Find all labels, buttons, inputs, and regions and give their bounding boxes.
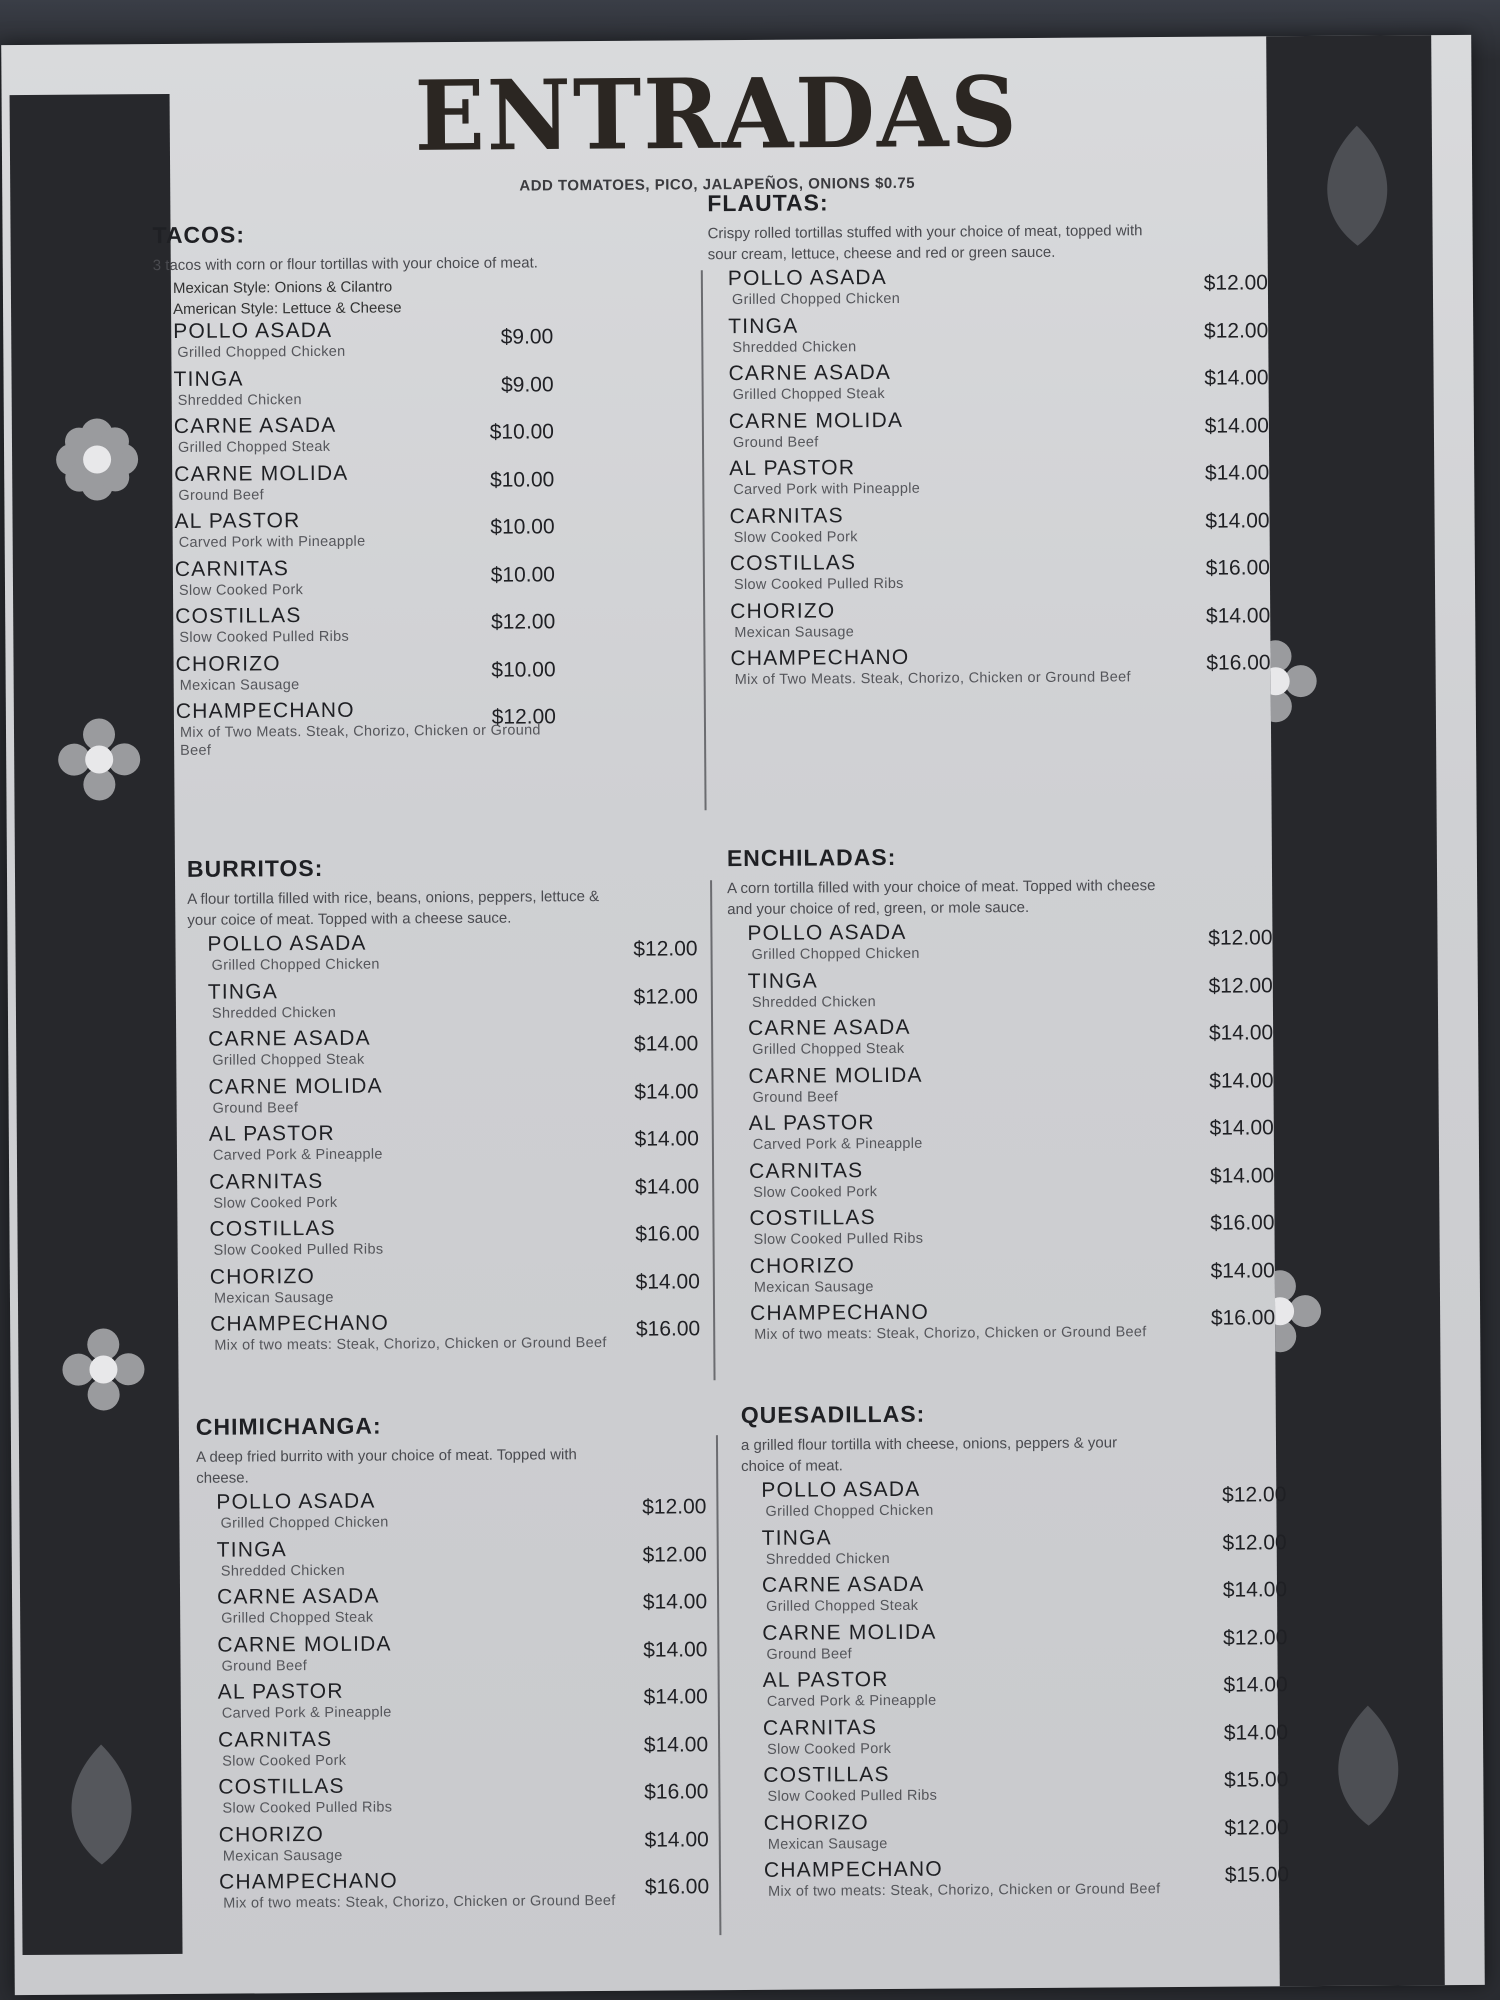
item-price: $16.00 (1205, 556, 1270, 580)
item-name: CARNE MOLIDA (748, 1063, 923, 1088)
item-name: CARNE MOLIDA (174, 461, 349, 486)
item-name: CHORIZO (730, 598, 836, 623)
section-description: A deep fried burrito with your choice of meat. Topped with cheese. (196, 1446, 577, 1487)
section-title: CHIMICHANGA: (195, 1412, 382, 1440)
menu-item (729, 1156, 1274, 1207)
item-description: Shredded Chicken (732, 338, 857, 356)
item-description: Slow Cooked Pork (213, 1194, 338, 1212)
item-price: $14.00 (1205, 603, 1271, 628)
menu-item (197, 1630, 707, 1681)
item-description: Slow Cooked Pulled Ribs (222, 1799, 393, 1817)
item-name: COSTILLAS (749, 1206, 876, 1230)
item-price: $14.00 (633, 1032, 699, 1056)
item-name: CHORIZO (763, 1810, 869, 1835)
item-name: AL PASTOR (762, 1668, 889, 1692)
menu-item (729, 1203, 1274, 1254)
item-description: Slow Cooked Pulled Ribs (733, 575, 904, 594)
item-description: Slow Cooked Pork (733, 528, 858, 546)
right-floral-border (1266, 35, 1445, 1986)
menu-sheet (1, 35, 1485, 1995)
section-description: 3 tacos with corn or flour tortillas with your choice of meat. (152, 254, 538, 275)
item-price: $16.00 (635, 1222, 700, 1246)
item-description: Ground Beef (212, 1099, 299, 1117)
item-price: $10.00 (491, 657, 556, 682)
menu-item (197, 1535, 707, 1586)
menu-item (155, 602, 555, 652)
item-description: Grilled Chopped Chicken (220, 1514, 389, 1532)
tacos-section (152, 219, 556, 759)
item-price: $14.00 (1208, 1021, 1274, 1045)
menu-item (197, 1582, 707, 1633)
item-name: CHAMPECHANO (730, 645, 910, 671)
menu-items (196, 1487, 709, 1918)
item-description: Mix of Two Meats. Steak, Chorizo, Chicken or Ground Beef (179, 722, 541, 759)
item-price: $16.00 (1206, 651, 1271, 675)
item-description: Carved Pork with Pineapple (733, 480, 921, 499)
item-price: $14.00 (642, 1590, 708, 1614)
menu-item (742, 1570, 1287, 1621)
item-price: $14.00 (1209, 1163, 1275, 1188)
menu-item (190, 1262, 700, 1313)
item-description: Mexican Sausage (734, 623, 855, 641)
menu-item (153, 317, 553, 367)
item-description: Slow Cooked Pork (767, 1740, 892, 1758)
item-price: $12.00 (1203, 318, 1269, 343)
item-name: CARNE ASADA (761, 1572, 925, 1597)
menu-items (727, 918, 1275, 1349)
menu-item (710, 596, 1270, 647)
item-price: $16.00 (635, 1317, 701, 1341)
item-description: Slow Cooked Pulled Ribs (179, 628, 350, 646)
item-price: $14.00 (643, 1637, 708, 1662)
menu-item (710, 548, 1270, 599)
item-name: COSTILLAS (209, 1216, 336, 1241)
item-description: Mix of two meats: Steak, Chorizo, Chicken or Ground Beef (223, 1892, 616, 1912)
menu-item (153, 365, 553, 415)
item-description: Ground Beef (766, 1645, 853, 1663)
item-name: CARNITAS (217, 1727, 333, 1752)
item-name: COSTILLAS (218, 1774, 345, 1799)
item-price: $14.00 (1209, 1068, 1274, 1093)
item-name: CHORIZO (175, 651, 281, 676)
menu-item (742, 1523, 1287, 1574)
item-price: $15.00 (1224, 1863, 1290, 1887)
menu-item (743, 1713, 1288, 1764)
item-name: COSTILLAS (763, 1762, 890, 1787)
item-price: $14.00 (1209, 1116, 1274, 1140)
menu-item (199, 1867, 709, 1918)
item-name: CARNE MOLIDA (762, 1620, 937, 1645)
item-description: Grilled Chopped Chicken (177, 343, 346, 361)
menu-item (741, 1475, 1286, 1526)
menu-item (742, 1618, 1287, 1669)
item-price: $14.00 (634, 1127, 699, 1151)
section-description: a grilled flour tortilla with cheese, onions, peppers & your choice of meat. (740, 1434, 1118, 1476)
item-description: Shredded Chicken (751, 993, 877, 1011)
menu-item (155, 555, 555, 605)
item-name: CHAMPECHANO (175, 698, 355, 723)
flower-icon (52, 414, 143, 505)
item-price: $12.00 (642, 1542, 707, 1567)
section-title: FLAUTAS: (707, 189, 829, 217)
item-price: $14.00 (634, 1079, 699, 1104)
item-price: $12.00 (633, 937, 698, 961)
item-description: Grilled Chopped Steak (752, 1040, 905, 1058)
menu-item (188, 1024, 698, 1075)
item-price: $9.00 (500, 372, 554, 397)
item-description: Slow Cooked Pulled Ribs (753, 1230, 924, 1248)
menu-items (741, 1475, 1289, 1906)
menu-item (189, 1214, 699, 1265)
menu-item (154, 460, 554, 510)
item-price: $10.00 (490, 562, 555, 587)
item-description: Slow Cooked Pulled Ribs (767, 1787, 938, 1805)
menu-item (709, 406, 1269, 457)
item-name: CHAMPECHANO (750, 1300, 930, 1325)
item-description: Carved Pork & Pineapple (766, 1692, 937, 1710)
item-name: TINGA (173, 366, 244, 391)
style-option: American Style: Lettuce & Cheese (173, 299, 402, 318)
item-name: CARNE ASADA (208, 1026, 371, 1051)
item-price: $14.00 (1222, 1578, 1288, 1602)
page-title: ENTRADAS (414, 55, 1020, 173)
item-description: Grilled Chopped Chicken (731, 290, 901, 309)
menu-item (710, 643, 1270, 694)
item-price: $10.00 (490, 515, 555, 539)
item-description: Mix of two meats: Steak, Chorizo, Chicken or Ground Beef (754, 1324, 1147, 1343)
menu-item (187, 929, 697, 980)
flower-icon (54, 714, 145, 805)
item-name: CHAMPECHANO (210, 1311, 390, 1336)
item-description: Shredded Chicken (220, 1562, 346, 1580)
item-name: AL PASTOR (729, 456, 856, 481)
item-description: Mexican Sausage (753, 1278, 874, 1296)
menu-item (728, 1061, 1273, 1112)
menu-item (708, 358, 1268, 409)
item-description: Shredded Chicken (177, 391, 302, 409)
item-price: $14.00 (1205, 508, 1270, 533)
item-description: Ground Beef (732, 433, 819, 451)
item-price: $12.00 (633, 984, 698, 1009)
menu-item (728, 966, 1273, 1017)
menu-items (187, 929, 700, 1360)
item-price: $12.00 (1223, 1625, 1288, 1650)
item-price: $14.00 (643, 1732, 709, 1757)
menu-item (744, 1808, 1289, 1859)
item-price: $16.00 (1210, 1306, 1276, 1330)
item-name: POLLO ASADA (216, 1489, 376, 1514)
item-name: CARNITAS (209, 1169, 324, 1194)
item-description: Grilled Chopped Steak (177, 438, 331, 456)
item-name: CARNITAS (762, 1715, 878, 1740)
item-name: POLLO ASADA (747, 920, 907, 945)
item-price: $12.00 (1222, 1530, 1287, 1555)
item-price: $14.00 (1223, 1720, 1289, 1745)
menu-item (189, 1167, 699, 1218)
item-price: $10.00 (489, 467, 555, 492)
section-description: A flour tortilla filled with rice, beans, onions, peppers, lettuce & your coice of meat. Topped with a cheese sauce. (187, 888, 600, 929)
menu-item (730, 1251, 1275, 1302)
item-name: CARNITAS (729, 503, 844, 528)
item-price: $10.00 (489, 420, 555, 444)
item-description: Grilled Chopped Steak (212, 1051, 365, 1069)
enchiladas-section (727, 841, 1276, 1349)
quesadillas-section (741, 1398, 1290, 1906)
menu-items (153, 317, 556, 759)
item-name: TINGA (216, 1537, 287, 1562)
item-name: CARNITAS (749, 1158, 864, 1183)
item-price: $12.00 (642, 1495, 707, 1519)
menu-item (727, 918, 1272, 969)
menu-item (190, 1309, 700, 1360)
menu-items (708, 263, 1271, 694)
item-name: CARNITAS (174, 556, 290, 581)
menu-item (743, 1665, 1288, 1716)
item-name: POLLO ASADA (761, 1477, 921, 1502)
section-title: ENCHILADAS: (726, 843, 897, 872)
menu-item (744, 1855, 1289, 1906)
menu-item (188, 977, 698, 1028)
item-name: POLLO ASADA (727, 265, 888, 291)
item-description: Ground Beef (752, 1088, 839, 1106)
item-description: Mexican Sausage (213, 1289, 334, 1307)
item-description: Slow Cooked Pulled Ribs (213, 1241, 384, 1259)
item-name: COSTILLAS (729, 551, 857, 576)
item-price: $12.00 (491, 705, 556, 729)
item-description: Grilled Chopped Chicken (211, 956, 380, 974)
item-description: Ground Beef (178, 486, 264, 504)
item-price: $12.00 (1208, 973, 1273, 998)
menu-item (743, 1760, 1288, 1811)
menu-item (154, 412, 554, 462)
item-name: CARNE MOLIDA (217, 1631, 392, 1657)
flower-icon (58, 1324, 149, 1415)
add-ons-note: ADD TOMATOES, PICO, JALAPEÑOS, ONIONS $0.75 (519, 174, 916, 195)
column-divider (701, 270, 707, 810)
item-price: $14.00 (644, 1827, 709, 1852)
section-title: BURRITOS: (186, 854, 324, 882)
item-name: CARNE ASADA (748, 1015, 911, 1040)
section-description: Crispy rolled tortillas stuffed with your choice of meat, topped with sour cream, lettuce, cheese and red or green sauce. (707, 222, 1143, 264)
menu-item (729, 1108, 1274, 1159)
item-description: Mix of two meats: Steak, Chorizo, Chicken or Ground Beef (214, 1334, 607, 1354)
item-description: Ground Beef (221, 1657, 308, 1675)
item-description: Shredded Chicken (765, 1550, 890, 1568)
item-price: $14.00 (1210, 1258, 1275, 1283)
item-name: CARNE MOLIDA (728, 408, 904, 433)
menu-content (151, 36, 1295, 1994)
item-price: $14.00 (1204, 366, 1269, 390)
section-title: TACOS: (152, 221, 246, 249)
item-description: Mix of Two Meats. Steak, Chorizo, Chicken or Ground Beef (734, 669, 1131, 689)
item-price: $14.00 (643, 1685, 708, 1709)
menu-item (189, 1119, 699, 1170)
menu-item (199, 1820, 709, 1871)
burritos-section (187, 852, 701, 1360)
item-description: Carved Pork & Pineapple (221, 1704, 392, 1722)
item-name: TINGA (728, 314, 799, 338)
menu-item (198, 1725, 708, 1776)
item-description: Grilled Chopped Steak (221, 1609, 374, 1627)
item-name: CHORIZO (218, 1822, 325, 1847)
menu-item (730, 1298, 1275, 1349)
item-description: Grilled Chopped Steak (766, 1597, 919, 1615)
item-name: POLLO ASADA (207, 931, 367, 956)
item-price: $12.00 (1208, 926, 1273, 950)
item-price: $12.00 (1224, 1815, 1289, 1840)
menu-item (708, 311, 1268, 362)
item-name: TINGA (761, 1525, 832, 1550)
item-price: $14.00 (634, 1174, 700, 1199)
item-description: Slow Cooked Pork (178, 581, 304, 599)
item-name: AL PASTOR (174, 509, 301, 533)
item-name: CHORIZO (209, 1264, 316, 1289)
item-name: CARNE ASADA (216, 1584, 380, 1609)
item-description: Shredded Chicken (211, 1004, 337, 1022)
item-description: Carved Pork with Pineapple (178, 533, 366, 551)
item-name: AL PASTOR (748, 1111, 875, 1135)
menu-item (198, 1772, 708, 1823)
item-price: $12.00 (1203, 271, 1268, 295)
item-name: COSTILLAS (175, 604, 302, 628)
menu-item (155, 650, 555, 700)
section-title: QUESADILLAS: (740, 1400, 926, 1429)
leaf-icon (1308, 1695, 1429, 1836)
menu-item (708, 263, 1268, 314)
item-description: Slow Cooked Pork (753, 1183, 878, 1201)
item-name: TINGA (207, 979, 279, 1004)
leaf-icon (41, 1734, 162, 1875)
item-description: Mix of two meats: Steak, Chorizo, Chicken or Ground Beef (768, 1881, 1161, 1900)
item-description: Mexican Sausage (222, 1847, 343, 1865)
menu-item (709, 453, 1269, 504)
style-option: Mexican Style: Onions & Cilantro (172, 278, 393, 297)
leaf-icon (1297, 115, 1418, 256)
item-name: CHORIZO (749, 1253, 856, 1278)
item-description: Grilled Chopped Chicken (751, 945, 920, 963)
item-description: Mexican Sausage (179, 676, 300, 694)
item-description: Grilled Chopped Chicken (765, 1502, 934, 1520)
item-price: $12.00 (1222, 1483, 1287, 1507)
item-name: AL PASTOR (217, 1679, 344, 1704)
item-price: $16.00 (1210, 1211, 1275, 1235)
menu-item (728, 1013, 1273, 1064)
item-description: Carved Pork & Pineapple (212, 1146, 383, 1164)
item-price: $16.00 (644, 1875, 710, 1899)
menu-item (156, 697, 556, 759)
item-description: Grilled Chopped Steak (732, 385, 885, 404)
item-name: CARNE ASADA (728, 360, 892, 386)
item-price: $14.00 (1204, 461, 1270, 485)
menu-item (188, 1072, 698, 1123)
item-price: $14.00 (635, 1269, 700, 1294)
menu-item (709, 501, 1269, 552)
item-price: $9.00 (500, 325, 554, 349)
flautas-section (707, 186, 1271, 694)
item-name: TINGA (747, 968, 819, 993)
item-description: Mexican Sausage (767, 1835, 888, 1853)
item-name: AL PASTOR (208, 1121, 335, 1146)
item-price: $12.00 (490, 610, 556, 634)
item-name: CARNE MOLIDA (208, 1074, 383, 1099)
item-name: CHAMPECHANO (218, 1869, 399, 1894)
section-description: A corn tortilla filled with your choice of meat. Topped with cheese and your choice of red, green, or mole sauce. (727, 877, 1156, 919)
menu-item (196, 1487, 706, 1538)
item-description: Slow Cooked Pork (222, 1752, 347, 1770)
item-name: POLLO ASADA (173, 318, 333, 343)
chimichanga-section (196, 1410, 710, 1918)
item-price: $14.00 (1223, 1673, 1288, 1697)
menu-item (198, 1677, 708, 1728)
column-divider (710, 880, 715, 1380)
item-price: $14.00 (1204, 413, 1269, 438)
item-name: CHAMPECHANO (763, 1857, 943, 1882)
item-price: $15.00 (1224, 1768, 1289, 1792)
item-price: $16.00 (644, 1780, 709, 1804)
menu-item (154, 507, 554, 557)
item-description: Carved Pork & Pineapple (752, 1135, 923, 1153)
column-divider (716, 1435, 721, 1935)
item-name: CARNE ASADA (173, 413, 337, 438)
